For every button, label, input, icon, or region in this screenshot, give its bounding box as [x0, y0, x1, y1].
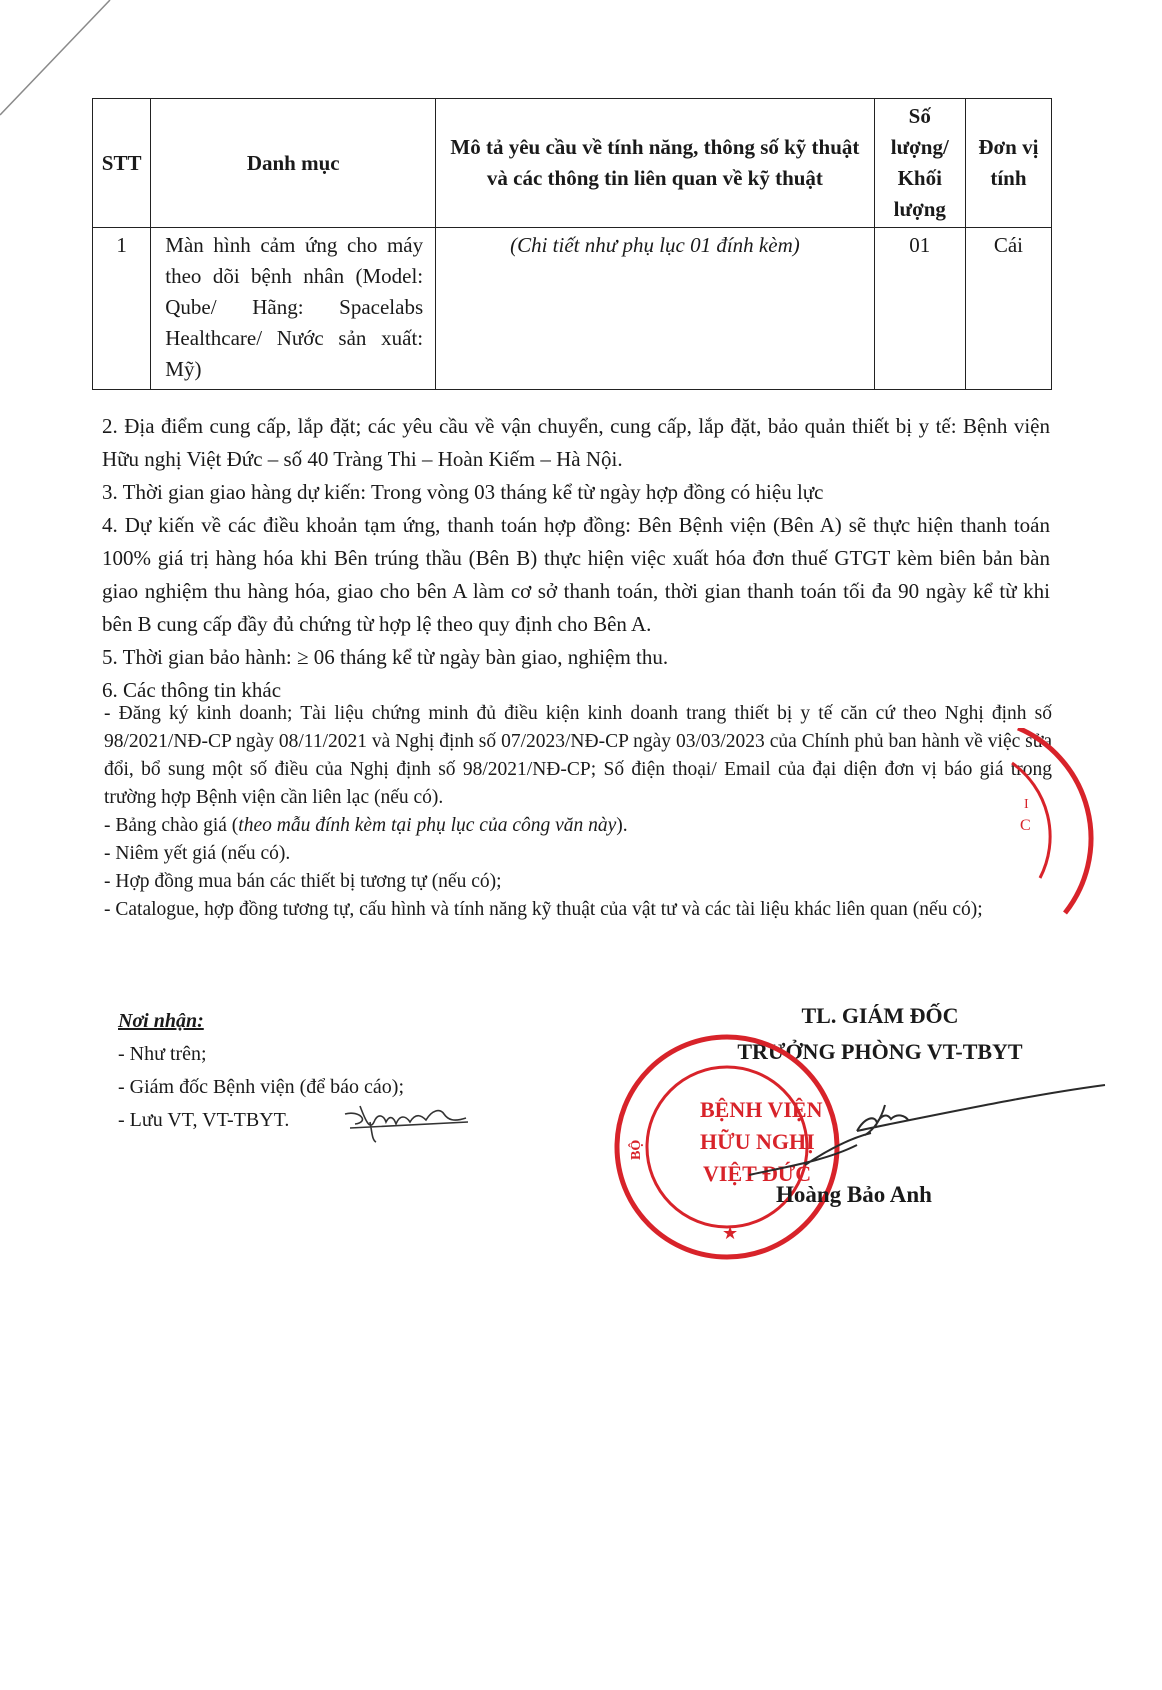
svg-text:★: ★ — [722, 1223, 739, 1243]
quotation-prefix: - Bảng chào giá ( — [104, 815, 239, 836]
svg-text:BỆNH VIỆN: BỆNH VIỆN — [700, 1097, 823, 1122]
signature-title: TL. GIÁM ĐỐC — [801, 1003, 959, 1028]
section-warranty: 5. Thời gian bảo hành: ≥ 06 tháng kể từ ngày bàn giao, nghiệm thu. — [102, 645, 669, 669]
header-stt: STT — [93, 99, 151, 228]
quotation-italic: theo mẫu đính kèm tại phụ lục của công văn này — [238, 815, 617, 836]
svg-text:I: I — [1024, 797, 1029, 812]
other-info-quotation — [104, 812, 1052, 840]
other-info-business-registration: - Đăng ký kinh doanh; Tài liệu chứng minh đủ điều kiện kinh doanh trang thiết bị y tế căn cứ theo Nghị định số 98/2021/NĐ-CP ngày 08/11/2021 và Nghị định số 07/2023/NĐ-CP ngày 03/03/2023 của Chính phủ ban hành về việc sửa đổi, bổ sung một số điều của Nghị định số 98/2021/NĐ-CP; Số điện thoại/ Email của đại diện đơn vị báo giá trong trường hợp Bệnh viện cần liên lạc (nếu có). — [104, 703, 1052, 808]
section-delivery-location: 2. Địa điểm cung cấp, lắp đặt; các yêu cầu về vận chuyển, cung cấp, lắp đặt, bảo quản thiết bị y tế: Bệnh viện Hữu nghị Việt Đức – số 40 Tràng Thi – Hoàn Kiếm – Hà Nội. — [102, 414, 1050, 471]
cell-category: Màn hình cảm ứng cho máy theo dõi bệnh nhân (Model: Qube/ Hãng: Spacelabs Healthcare/ Nước sản xuất: Mỹ) — [151, 228, 436, 390]
section-delivery-time: 3. Thời gian giao hàng dự kiến: Trong vòng 03 tháng kể từ ngày hợp đồng có hiệu lực — [102, 480, 824, 504]
signature-position: TRƯỞNG PHÒNG VT-TBYT — [737, 1039, 1023, 1064]
table-header-row — [93, 99, 1052, 228]
cell-unit: Cái — [965, 228, 1051, 390]
other-info-list — [104, 700, 1052, 924]
seal-fragment — [1010, 728, 1100, 918]
section-other-info-heading: 6. Các thông tin khác — [102, 678, 282, 702]
svg-text:HỮU NGHỊ: HỮU NGHỊ — [700, 1129, 815, 1154]
header-quantity: Số lượng/ Khối lượng — [874, 99, 965, 228]
recipient-item: - Lưu VT, VT-TBYT. — [118, 1109, 290, 1131]
cell-description: (Chi tiết như phụ lục 01 đính kèm) — [436, 228, 875, 390]
svg-text:VIỆT ĐỨC: VIỆT ĐỨC — [703, 1161, 812, 1186]
cell-quantity: 01 — [874, 228, 965, 390]
signer-name: Hoàng Bảo Anh — [776, 1182, 932, 1207]
recipient-item: - Giám đốc Bệnh viện (để báo cáo); — [118, 1076, 405, 1098]
header-description: Mô tả yêu cầu về tính năng, thông số kỹ thuật và các thông tin liên quan về kỹ thuật — [436, 99, 875, 228]
spec-table — [92, 98, 1052, 390]
header-unit: Đơn vị tính — [965, 99, 1051, 228]
recipient-item: - Như trên; — [118, 1043, 207, 1065]
cell-stt: 1 — [93, 228, 151, 390]
other-info-catalogue: - Catalogue, hợp đồng tương tự, cấu hình và tính năng kỹ thuật của vật tư và các tài liệu khác liên quan (nếu có); — [104, 899, 983, 920]
body-sections — [102, 410, 1050, 707]
section-payment-terms: 4. Dự kiến về các điều khoản tạm ứng, thanh toán hợp đồng: Bên Bệnh viện (Bên A) sẽ thực hiện thanh toán 100% giá trị hàng hóa khi Bên trúng thầu (Bên B) thực hiện việc xuất hóa đơn thuế GTGT kèm biên bản bàn giao nghiệm thu hàng hóa, giao cho bên A làm cơ sở thanh toán, thời gian thanh toán tối đa 90 ngày kể từ khi bên B cung cấp đầy đủ chứng từ hợp lệ theo quy định cho Bên A. — [102, 513, 1050, 636]
table-row — [93, 228, 1052, 390]
svg-text:C: C — [1020, 817, 1031, 834]
svg-text:BỘ: BỘ — [629, 1139, 644, 1160]
other-info-price-listing: - Niêm yết giá (nếu có). — [104, 843, 291, 864]
other-info-contracts: - Hợp đồng mua bán các thiết bị tương tự (nếu có); — [104, 871, 502, 892]
header-category: Danh mục — [151, 99, 436, 228]
quotation-suffix: ). — [616, 815, 628, 836]
recipients-heading: Nơi nhận: — [118, 1010, 204, 1032]
initials-signature — [340, 1092, 475, 1144]
director-signature — [745, 1075, 1115, 1185]
